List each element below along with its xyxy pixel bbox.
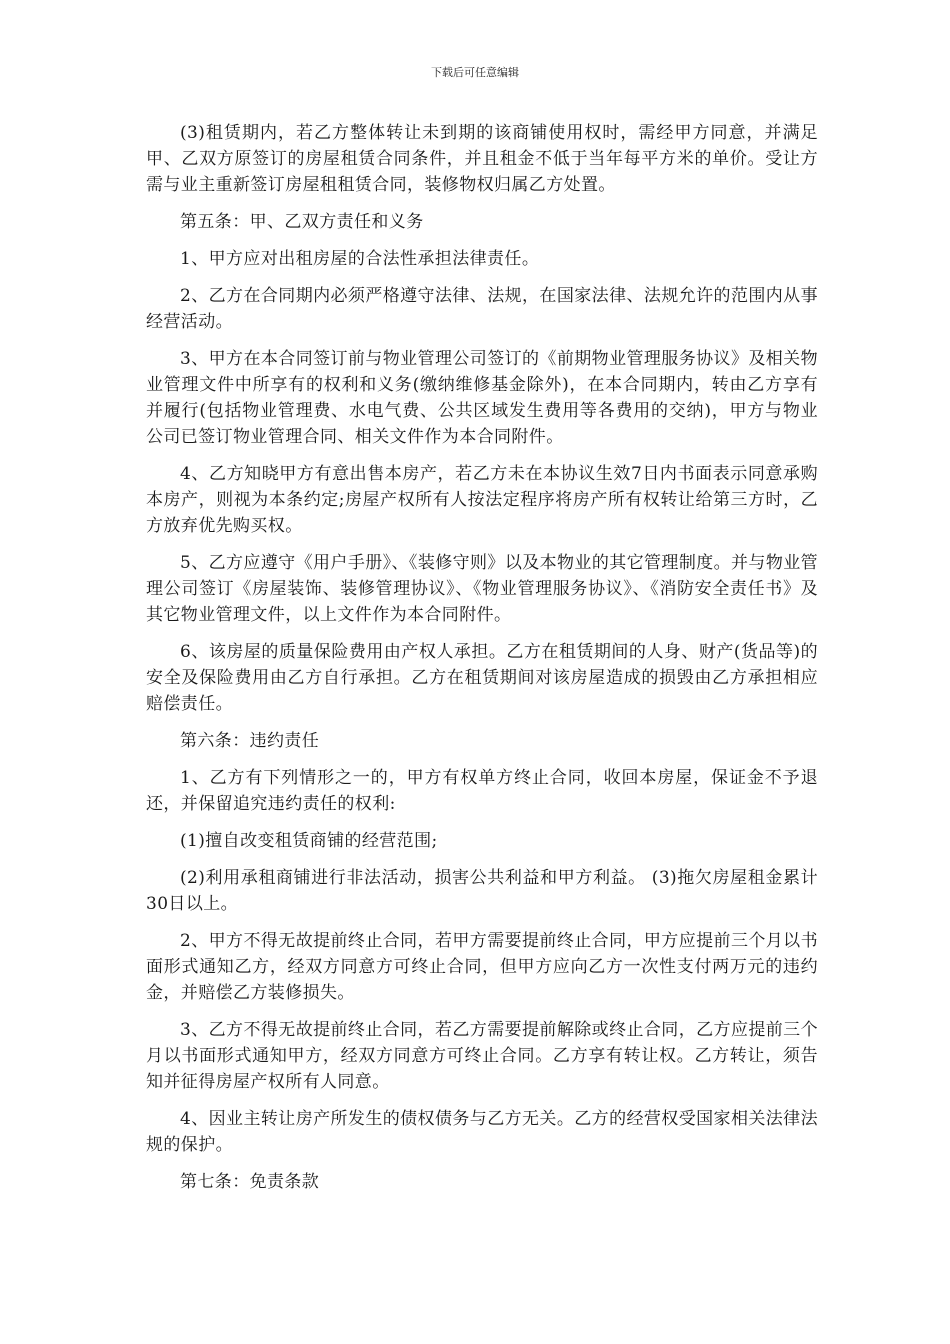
document-body — [146, 120, 818, 1206]
paragraph-article-5-item-6: 6、该房屋的质量保险费用由产权人承担。乙方在租赁期间的人身、财产(货品等)的安全及保险费用由乙方自行承担。乙方在租赁期间对该房屋造成的损毁由乙方承担相应赔偿责任。 — [146, 642, 818, 714]
paragraph-sublease-clause: (3)租赁期内，若乙方整体转让未到期的该商铺使用权时，需经甲方同意，并满足甲、乙双方原签订的房屋租赁合同条件，并且租金不低于当年每平方米的单价。受让方需与业主重新签订房屋租租赁合同，装修物权归属乙方处置。 — [146, 123, 818, 195]
section-heading-article-5: 第五条：甲、乙双方责任和义务 — [180, 212, 424, 232]
paragraph-article-6-sub-2-3: (2)利用承租商铺进行非法活动，损害公共利益和甲方利益。 (3)拖欠房屋租金累计30日以上。 — [146, 868, 818, 914]
paragraph-article-5-item-1: 1、甲方应对出租房屋的合法性承担法律责任。 — [180, 249, 540, 269]
paragraph-article-5-item-4: 4、乙方知晓甲方有意出售本房产，若乙方未在本协议生效7日内书面表示同意承购本房产，则视为本条约定;房屋产权所有人按法定程序将房产所有权转让给第三方时，乙方放弃优先购买权。 — [146, 464, 818, 536]
paragraph-article-5-item-3: 3、甲方在本合同签订前与物业管理公司签订的《前期物业管理服务协议》及相关物业管理文件中所享有的权利和义务(缴纳维修基金除外)，在本合同期内，转由乙方享有并履行(包括物业管理费、水电气费、公共区域发生费用等各费用的交纳)，甲方与物业公司已签订物业管理合同、相关文件作为本合同附件。 — [146, 349, 818, 447]
paragraph-article-6-item-2: 2、甲方不得无故提前终止合同，若甲方需要提前终止合同，甲方应提前三个月以书面形式通知乙方，经双方同意方可终止合同，但甲方应向乙方一次性支付两万元的违约金，并赔偿乙方装修损失。 — [146, 931, 818, 1003]
header-note: 下载后可任意编辑 — [431, 66, 519, 79]
section-heading-article-7: 第七条：免责条款 — [180, 1172, 320, 1192]
paragraph-article-6-item-4: 4、因业主转让房产所发生的债权债务与乙方无关。乙方的经营权受国家相关法律法规的保护。 — [146, 1109, 818, 1155]
section-heading-article-6: 第六条：违约责任 — [180, 731, 320, 751]
paragraph-article-6-item-1: 1、乙方有下列情形之一的，甲方有权单方终止合同，收回本房屋，保证金不予退还，并保留追究违约责任的权利: — [146, 768, 818, 814]
paragraph-article-5-item-5: 5、乙方应遵守《用户手册》、《装修守则》以及本物业的其它管理制度。并与物业管理公司签订《房屋装饰、装修管理协议》、《物业管理服务协议》、《消防安全责任书》及其它物业管理文件，以上文件作为本合同附件。 — [146, 553, 819, 625]
paragraph-article-6-sub-1: (1)擅自改变租赁商铺的经营范围; — [180, 831, 438, 851]
paragraph-article-5-item-2: 2、乙方在合同期内必须严格遵守法律、法规，在国家法律、法规允许的范围内从事经营活动。 — [146, 286, 818, 332]
paragraph-article-6-item-3: 3、乙方不得无故提前终止合同，若乙方需要提前解除或终止合同，乙方应提前三个月以书面形式通知甲方，经双方同意方可终止合同。乙方享有转让权。乙方转让，须告知并征得房屋产权所有人同意。 — [146, 1020, 818, 1092]
